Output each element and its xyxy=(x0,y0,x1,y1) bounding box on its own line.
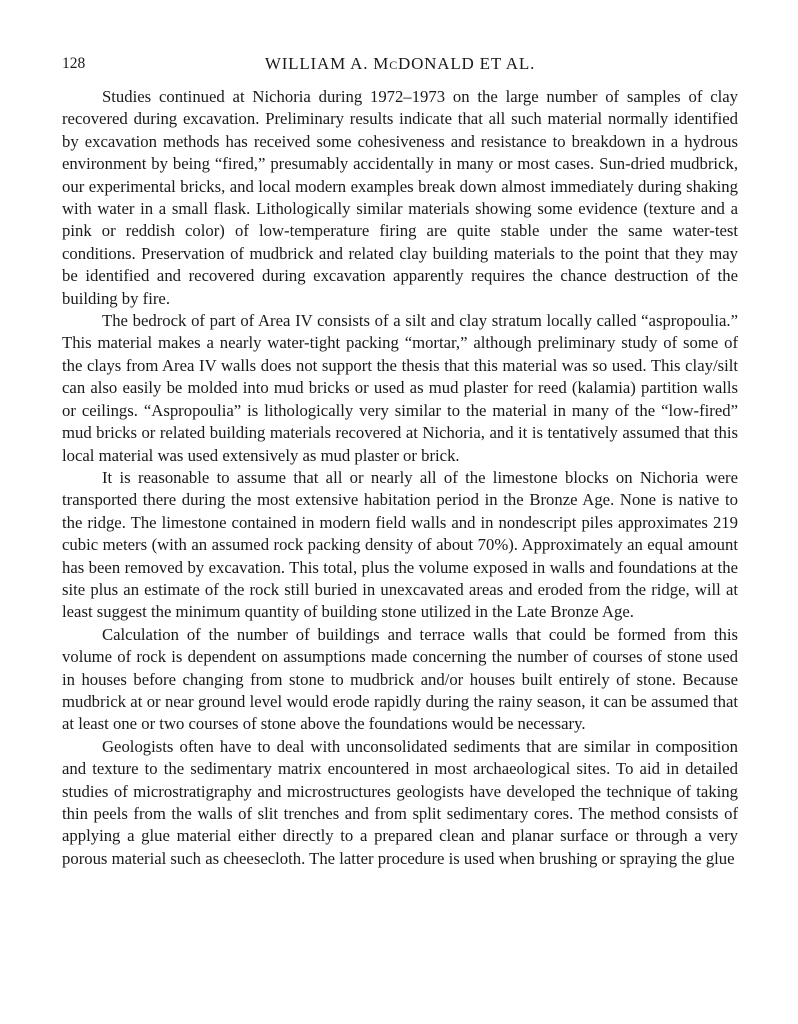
page-number: 128 xyxy=(62,55,86,72)
paragraph-building-calculation: Calculation of the number of buildings and terrace walls that could be formed from this volume of rock is dependent on assumptions made concerning the number of courses of stone used in houses before changing from stone to mudbrick and/or houses built entirely of stone. Because mudbrick at or near ground level would erode rapidly during the rainy season, it can be assumed that at least one or two courses of stone above the foundations would be necessary. xyxy=(62,624,738,734)
running-title: WILLIAM A. McDONALD ET AL. xyxy=(264,54,536,73)
body-text xyxy=(62,86,738,870)
paragraph-sediment-peels: Geologists often have to deal with unconsolidated sediments that are similar in composition and texture to the sedimentary matrix encountered in most archaeological sites. To aid in detailed studies of microstratigraphy and microstructures geologists have developed the technique of taking thin peels from the walls of slit trenches and from split sedimentary cores. The method consists of applying a glue material either directly to a prepared clean and planar surface or through a very porous material such as cheesecloth. The latter procedure is used when brushing or spraying the glue xyxy=(62,736,738,868)
paragraph-limestone-blocks: It is reasonable to assume that all or nearly all of the limestone blocks on Nichoria were transported there during the most extensive habitation period in the Bronze Age. None is native to the ridge. The limestone contained in modern field walls and in nondescript piles approximates 219 cubic meters (with an assumed rock packing density of about 70%). Approximately an equal amount has been removed by excavation. This total, plus the volume exposed in walls and foundations at the site plus an estimate of the rock still buried in unexcavated areas and eroded from the ridge, will at least suggest the minimum quantity of building stone utilized in the Late Bronze Age. xyxy=(62,467,738,622)
document-page xyxy=(62,50,738,870)
paragraph-aspropoulia: The bedrock of part of Area IV consists of a silt and clay stratum locally called “aspropoulia.” This material makes a nearly water-tight packing “mortar,” although preliminary study of some of the clays from Area IV walls does not support the thesis that this material was so used. This clay/silt can also easily be molded into mud bricks or used as mud plaster for reed (kalamia) partition walls or ceilings. “Aspropoulia” is lithologically very similar to the material in many of the “low-fired” mud bricks or related building materials recovered at Nichoria, and it is tentatively assumed that this local material was used extensively as mud plaster or brick. xyxy=(62,311,738,465)
running-header xyxy=(62,50,738,78)
paragraph-fired-clay: Studies continued at Nichoria during 1972–1973 on the large number of samples of clay recovered during excavation. Preliminary results indicate that all such material normally identified by excavation methods has received some cohesiveness and resistance to breakdown in a hydrous environment by being “fired,” presumably accidentally in many or most cases. Sun-dried mudbrick, our experimental bricks, and local modern examples break down almost immediately during shaking with water in a small flask. Lithologically similar materials showing some evidence (texture and a pink or reddish color) of low-temperature firing are quite stable under the same water-test conditions. Preservation of mudbrick and related clay building materials to the point that they may be identified and recovered during excavation apparently requires the chance destruction of the building by fire. xyxy=(62,87,738,308)
